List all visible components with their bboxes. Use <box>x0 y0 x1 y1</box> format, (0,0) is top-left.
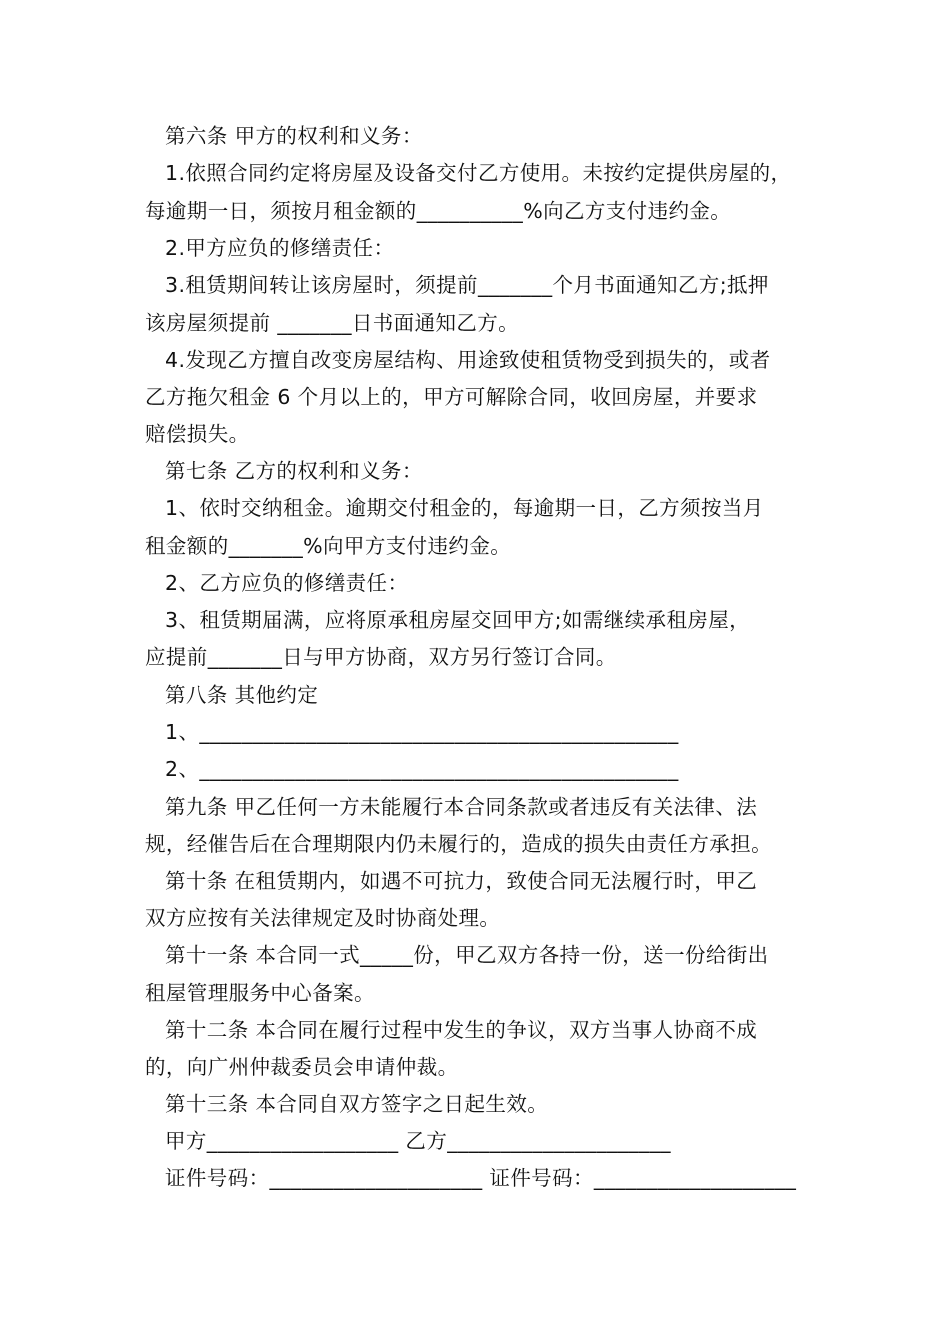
signature-party-line: 甲方__________________ 乙方_____________________ <box>165 1129 671 1153</box>
article-6-item-1-line-1: 1.依照合同约定将房屋及设备交付乙方使用。未按约定提供房屋的， <box>165 161 792 185</box>
article-9-line-2: 规，经催告后在合理期限内仍未履行的，造成的损失由责任方承担。 <box>145 832 772 856</box>
article-7-item-3-line-2: 应提前_______日与甲方协商，双方另行签订合同。 <box>145 645 617 669</box>
article-11-line-2: 租屋管理服务中心备案。 <box>145 981 375 1005</box>
article-6-item-1-line-2: 每逾期一日，须按月租金额的__________%向乙方支付违约金。 <box>145 199 732 223</box>
article-10-line-2: 双方应按有关法律规定及时协商处理。 <box>145 906 501 930</box>
article-8-item-1: 1、_____________________________________________ <box>165 720 679 744</box>
article-6-item-3-line-2: 该房屋须提前 _______日书面通知乙方。 <box>145 311 520 335</box>
article-7-item-1-line-1: 1、依时交纳租金。逾期交付租金的，每逾期一日，乙方须按当月 <box>165 496 764 520</box>
article-7-item-1-line-2: 租金额的_______%向甲方支付违约金。 <box>145 534 512 558</box>
article-8-item-2: 2、_____________________________________________ <box>165 757 679 781</box>
article-10-line-1: 第十条 在租赁期内，如遇不可抗力，致使合同无法履行时，甲乙 <box>165 869 758 893</box>
signature-id-number-line: 证件号码：____________________ 证件号码：___________________ <box>165 1166 797 1190</box>
article-9-line-1: 第九条 甲乙任何一方未能履行本合同条款或者违反有关法律、法 <box>165 795 758 819</box>
article-6-heading: 第六条 甲方的权利和义务： <box>165 124 423 148</box>
article-6-item-4-line-1: 4.发现乙方擅自改变房屋结构、用途致使租赁物受到损失的，或者 <box>165 348 771 372</box>
article-7-item-3-line-1: 3、租赁期届满，应将原承租房屋交回甲方;如需继续承租房屋， <box>165 608 751 632</box>
article-6-item-3-line-1: 3.租赁期间转让该房屋时，须提前_______个月书面通知乙方;抵押 <box>165 273 769 297</box>
article-8-heading: 第八条 其他约定 <box>165 683 319 707</box>
article-6-item-2: 2.甲方应负的修缮责任： <box>165 236 395 260</box>
article-12-line-2: 的，向广州仲裁委员会申请仲裁。 <box>145 1055 459 1079</box>
article-7-item-2: 2、乙方应负的修缮责任： <box>165 571 409 595</box>
article-12-line-1: 第十二条 本合同在履行过程中发生的争议，双方当事人协商不成 <box>165 1018 758 1042</box>
article-6-item-4-line-2: 乙方拖欠租金 6 个月以上的，甲方可解除合同，收回房屋，并要求 <box>145 385 758 409</box>
article-13: 第十三条 本合同自双方签字之日起生效。 <box>165 1092 549 1116</box>
article-6-item-4-line-3: 赔偿损失。 <box>145 422 250 446</box>
article-11-line-1: 第十一条 本合同一式_____份，甲乙双方各持一份，送一份给街出 <box>165 943 769 967</box>
article-7-heading: 第七条 乙方的权利和义务： <box>165 459 423 483</box>
